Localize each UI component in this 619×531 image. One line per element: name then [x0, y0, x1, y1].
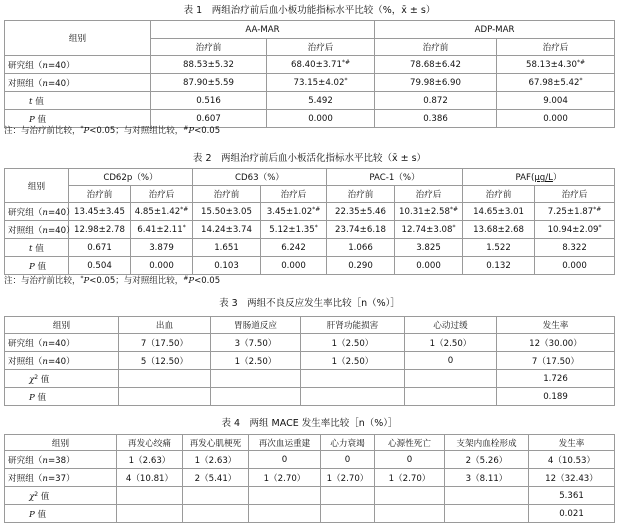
table4-column-header: 再发心绞痛 — [117, 435, 183, 451]
row-label: P 值 — [5, 388, 119, 406]
table-cell: 3.879 — [131, 239, 193, 257]
table2-subheader: 治疗后 — [131, 186, 193, 203]
table-cell — [445, 487, 529, 505]
table-cell — [183, 487, 249, 505]
table-cell — [249, 487, 321, 505]
table2 — [4, 168, 615, 275]
table-row — [5, 92, 615, 110]
table-cell: 23.74±6.18 — [327, 221, 395, 239]
table-cell — [117, 505, 183, 523]
table-cell: 67.98±5.42* — [497, 74, 615, 92]
table4-column-header: 支架内血栓形成 — [445, 435, 529, 451]
row-label: 研究组（n=38） — [5, 451, 117, 469]
table-cell — [375, 505, 445, 523]
table-cell: 5（12.50） — [119, 352, 211, 370]
table-cell: 15.50±3.05 — [193, 203, 261, 221]
table-cell: 1.651 — [193, 239, 261, 257]
table-cell — [183, 505, 249, 523]
table1-metric-header: AA-MAR — [151, 21, 375, 39]
row-label: 对照组（n=37） — [5, 469, 117, 487]
table-cell: 1（2.70） — [375, 469, 445, 487]
table3-column-header: 组别 — [5, 317, 119, 334]
table-cell: 1（2.50） — [301, 334, 405, 352]
table-cell: 1（2.50） — [405, 334, 497, 352]
table-cell: 1（2.63） — [183, 451, 249, 469]
table-cell: 5.12±1.35* — [261, 221, 327, 239]
table-cell — [375, 487, 445, 505]
table4-column-header: 再次血运重建 — [249, 435, 321, 451]
row-label: t 值 — [5, 92, 151, 110]
table1-subheader: 治疗后 — [497, 39, 615, 56]
table-cell: 1（2.70） — [321, 469, 375, 487]
table-row — [5, 221, 615, 239]
table-cell: 0.021 — [529, 505, 615, 523]
table-cell: 5.492 — [267, 92, 375, 110]
table-cell: 3（7.50） — [211, 334, 301, 352]
row-label: 对照组（n=40） — [5, 221, 69, 239]
table3-column-header: 肝肾功能损害 — [301, 317, 405, 334]
table-cell — [405, 370, 497, 388]
table-cell: 73.15±4.02* — [267, 74, 375, 92]
table-cell: 0.872 — [375, 92, 497, 110]
table-cell: 0.000 — [131, 257, 193, 275]
table-cell: 13.45±3.45 — [69, 203, 131, 221]
table-row — [5, 352, 615, 370]
table4-column-header: 再发心肌梗死 — [183, 435, 249, 451]
table-row — [5, 487, 615, 505]
table-cell: 10.31±2.58*# — [395, 203, 463, 221]
table-cell: 9.004 — [497, 92, 615, 110]
table-cell: 1（2.50） — [211, 352, 301, 370]
table-cell: 87.90±5.59 — [151, 74, 267, 92]
table-cell: 6.242 — [261, 239, 327, 257]
table-cell: 8.322 — [535, 239, 615, 257]
table1-subheader: 治疗前 — [375, 39, 497, 56]
table-cell: 14.24±3.74 — [193, 221, 261, 239]
table2-metric-header: CD62p（%） — [69, 169, 193, 186]
table-cell: 0.671 — [69, 239, 131, 257]
table-cell: 0 — [405, 352, 497, 370]
table2-group-header: 组别 — [5, 169, 69, 203]
table1-group-header: 组别 — [5, 21, 151, 56]
table-cell: 7.25±1.87*# — [535, 203, 615, 221]
table-row — [5, 257, 615, 275]
table-cell — [301, 388, 405, 406]
row-label: 研究组（n=40） — [5, 334, 119, 352]
table2-subheader: 治疗前 — [69, 186, 131, 203]
table-cell: 0.386 — [375, 110, 497, 128]
table-cell: 14.65±3.01 — [463, 203, 535, 221]
table3-column-header: 胃肠道反应 — [211, 317, 301, 334]
row-label: P 值 — [5, 505, 117, 523]
table2-metric-header: PAF(μg/L） — [463, 169, 615, 186]
table1-caption: 表 1 两组治疗前后血小板功能指标水平比较（%，x̄ ± s） — [183, 5, 436, 16]
table-cell: 3（8.11） — [445, 469, 529, 487]
table-cell: 0.000 — [497, 110, 615, 128]
table-cell: 4（10.53） — [529, 451, 615, 469]
table1-subheader: 治疗前 — [151, 39, 267, 56]
table3 — [4, 316, 615, 406]
table-row — [5, 239, 615, 257]
table2-metric-header: CD63（%） — [193, 169, 327, 186]
table-cell: 88.53±5.32 — [151, 56, 267, 74]
table-cell: 3.45±1.02*# — [261, 203, 327, 221]
table3-column-header: 发生率 — [497, 317, 615, 334]
table-cell: 79.98±6.90 — [375, 74, 497, 92]
table-row — [5, 451, 615, 469]
table-row — [5, 56, 615, 74]
table-cell: 4.85±1.42*# — [131, 203, 193, 221]
table-cell — [119, 370, 211, 388]
table-cell: 1（2.63） — [117, 451, 183, 469]
table-row — [5, 110, 615, 128]
table-cell: 1.726 — [497, 370, 615, 388]
table-cell: 1（2.70） — [249, 469, 321, 487]
row-label: t 值 — [5, 239, 69, 257]
table2-subheader: 治疗前 — [463, 186, 535, 203]
row-label: P 值 — [5, 110, 151, 128]
table-cell: 58.13±4.30*# — [497, 56, 615, 74]
table-cell — [301, 370, 405, 388]
table-cell: 0.189 — [497, 388, 615, 406]
table2-subheader: 治疗后 — [535, 186, 615, 203]
table-cell: 0.290 — [327, 257, 395, 275]
table-cell — [445, 505, 529, 523]
table-cell — [211, 370, 301, 388]
table-cell: 2（5.26） — [445, 451, 529, 469]
table-cell: 1.522 — [463, 239, 535, 257]
table-cell — [405, 388, 497, 406]
table-cell: 0.607 — [151, 110, 267, 128]
table-row — [5, 74, 615, 92]
table-cell: 7（17.50） — [497, 352, 615, 370]
row-label: $\chi^2$ 值 — [5, 370, 119, 388]
table4-column-header: 发生率 — [529, 435, 615, 451]
table-cell — [249, 505, 321, 523]
row-label: $\chi^2$ 值 — [5, 487, 117, 505]
table2-metric-header: PAC-1（%） — [327, 169, 463, 186]
row-label: 研究组（n=40） — [5, 203, 69, 221]
table-row — [5, 203, 615, 221]
table-cell: 22.35±5.46 — [327, 203, 395, 221]
table1-subheader: 治疗后 — [267, 39, 375, 56]
table-cell — [119, 388, 211, 406]
table2-subheader: 治疗后 — [395, 186, 463, 203]
table-row — [5, 370, 615, 388]
table-cell — [321, 487, 375, 505]
table2-caption: 表 2 两组治疗前后血小板活化指标水平比较（x̄ ± s） — [192, 153, 427, 164]
row-label: 对照组（n=40） — [5, 352, 119, 370]
table-cell: 1.066 — [327, 239, 395, 257]
table-cell: 68.40±3.71*# — [267, 56, 375, 74]
table2-subheader: 治疗前 — [193, 186, 261, 203]
table-cell: 0.516 — [151, 92, 267, 110]
table-cell: 5.361 — [529, 487, 615, 505]
table-cell: 12（32.43） — [529, 469, 615, 487]
table4 — [4, 434, 615, 523]
table-cell: 12.74±3.08* — [395, 221, 463, 239]
table2-subheader: 治疗后 — [261, 186, 327, 203]
table-cell: 0 — [375, 451, 445, 469]
table4-column-header: 组别 — [5, 435, 117, 451]
table-row — [5, 388, 615, 406]
row-label: 研究组（n=40） — [5, 56, 151, 74]
table2-note: 注：与治疗前比较，*P<0.05；与对照组比较，#P<0.05 — [4, 275, 221, 286]
table-cell: 3.825 — [395, 239, 463, 257]
table-cell: 12（30.00） — [497, 334, 615, 352]
table-cell: 12.98±2.78 — [69, 221, 131, 239]
table4-column-header: 心源性死亡 — [375, 435, 445, 451]
table-cell: 0.103 — [193, 257, 261, 275]
table1 — [4, 20, 615, 128]
table-cell: 2（5.41） — [183, 469, 249, 487]
table3-column-header: 出血 — [119, 317, 211, 334]
table-cell: 0.000 — [395, 257, 463, 275]
table-cell: 0.504 — [69, 257, 131, 275]
table-cell: 13.68±2.68 — [463, 221, 535, 239]
table1-note: 注：与治疗前比较，*P<0.05；与对照组比较，#P<0.05 — [4, 125, 221, 136]
table-cell — [321, 505, 375, 523]
table-cell: 1（2.50） — [301, 352, 405, 370]
table4-column-header: 心力衰竭 — [321, 435, 375, 451]
table-cell: 0.000 — [535, 257, 615, 275]
table4-caption: 表 4 两组 MACE 发生率比较［n（%）］ — [221, 418, 398, 429]
table-cell: 10.94±2.09* — [535, 221, 615, 239]
table-cell: 6.41±2.11* — [131, 221, 193, 239]
table-cell: 0.132 — [463, 257, 535, 275]
table-row — [5, 334, 615, 352]
table1-metric-header: ADP-MAR — [375, 21, 615, 39]
table-cell: 0 — [249, 451, 321, 469]
table-row — [5, 505, 615, 523]
table-cell: 0.000 — [267, 110, 375, 128]
table-cell — [117, 487, 183, 505]
table-cell: 7（17.50） — [119, 334, 211, 352]
table-cell: 78.68±6.42 — [375, 56, 497, 74]
table3-column-header: 心动过缓 — [405, 317, 497, 334]
table3-caption: 表 3 两组不良反应发生率比较［n（%）］ — [219, 298, 400, 309]
row-label: 对照组（n=40） — [5, 74, 151, 92]
table-cell — [211, 388, 301, 406]
table-cell: 0 — [321, 451, 375, 469]
table-cell: 4（10.81） — [117, 469, 183, 487]
table-cell: 0.000 — [261, 257, 327, 275]
table2-subheader: 治疗前 — [327, 186, 395, 203]
table-row — [5, 469, 615, 487]
row-label: P 值 — [5, 257, 69, 275]
